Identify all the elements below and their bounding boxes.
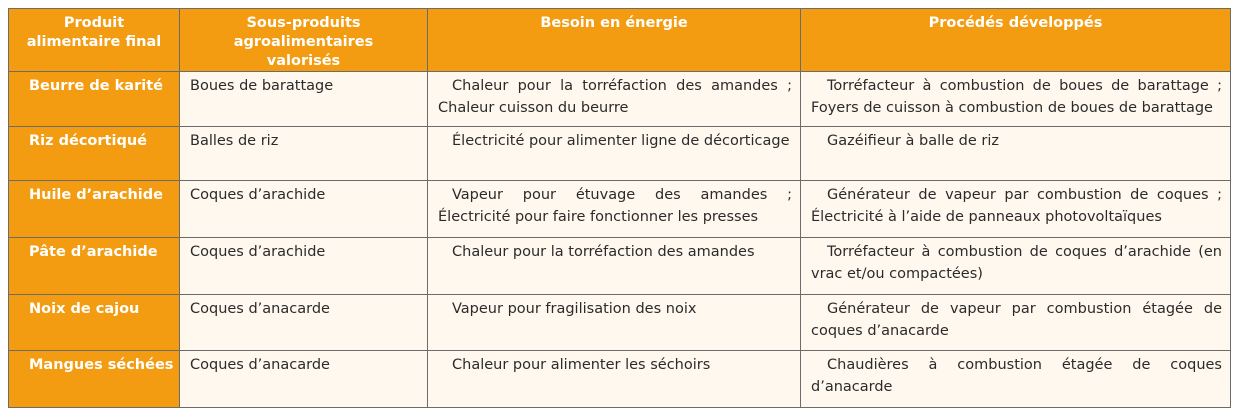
row-produit: Huile d’arachide xyxy=(9,181,180,238)
header-produit: Produit alimentaire final xyxy=(9,9,180,72)
row-sous-produit: Boues de barattage xyxy=(180,72,428,127)
row-besoin: Chaleur pour la torréfaction des amandes xyxy=(428,237,801,294)
row-sous-produit: Coques d’anacarde xyxy=(180,294,428,351)
row-besoin: Vapeur pour fragilisation des noix xyxy=(428,294,801,351)
header-besoin: Besoin en énergie xyxy=(428,9,801,72)
table-row xyxy=(9,294,1231,351)
table-row xyxy=(9,351,1231,408)
row-besoin: Vapeur pour étuvage des amandes ; Électricité pour faire fonctionner les presses xyxy=(428,181,801,238)
row-procede: Générateur de vapeur par combustion de coques ; Électricité à l’aide de panneaux photovoltaïques xyxy=(801,181,1231,238)
row-besoin: Chaleur pour la torréfaction des amandes ; Chaleur cuisson du beurre xyxy=(428,72,801,127)
header-sous-produits: Sous-produits agroalimentaires valorisés xyxy=(180,9,428,72)
row-produit: Mangues séchées xyxy=(9,351,180,408)
table-row xyxy=(9,126,1231,181)
row-procede: Gazéifieur à balle de riz xyxy=(801,126,1231,181)
table-header-row xyxy=(9,9,1231,72)
row-produit: Pâte d’arachide xyxy=(9,237,180,294)
row-produit: Beurre de karité xyxy=(9,72,180,127)
energy-table xyxy=(8,8,1231,408)
row-sous-produit: Coques d’arachide xyxy=(180,237,428,294)
header-procedes: Procédés développés xyxy=(801,9,1231,72)
row-besoin: Chaleur pour alimenter les séchoirs xyxy=(428,351,801,408)
row-procede: Chaudières à combustion étagée de coques d’anacarde xyxy=(801,351,1231,408)
table-row xyxy=(9,237,1231,294)
row-produit: Riz décortiqué xyxy=(9,126,180,181)
row-procede: Générateur de vapeur par combustion étagée de coques d’anacarde xyxy=(801,294,1231,351)
row-sous-produit: Balles de riz xyxy=(180,126,428,181)
row-procede: Torréfacteur à combustion de coques d’arachide (en vrac et/ou compactées) xyxy=(801,237,1231,294)
table-row xyxy=(9,181,1231,238)
row-produit: Noix de cajou xyxy=(9,294,180,351)
row-sous-produit: Coques d’anacarde xyxy=(180,351,428,408)
row-besoin: Électricité pour alimenter ligne de décorticage xyxy=(428,126,801,181)
table-row xyxy=(9,72,1231,127)
row-sous-produit: Coques d’arachide xyxy=(180,181,428,238)
row-procede: Torréfacteur à combustion de boues de barattage ; Foyers de cuisson à combustion de boues de barattage xyxy=(801,72,1231,127)
